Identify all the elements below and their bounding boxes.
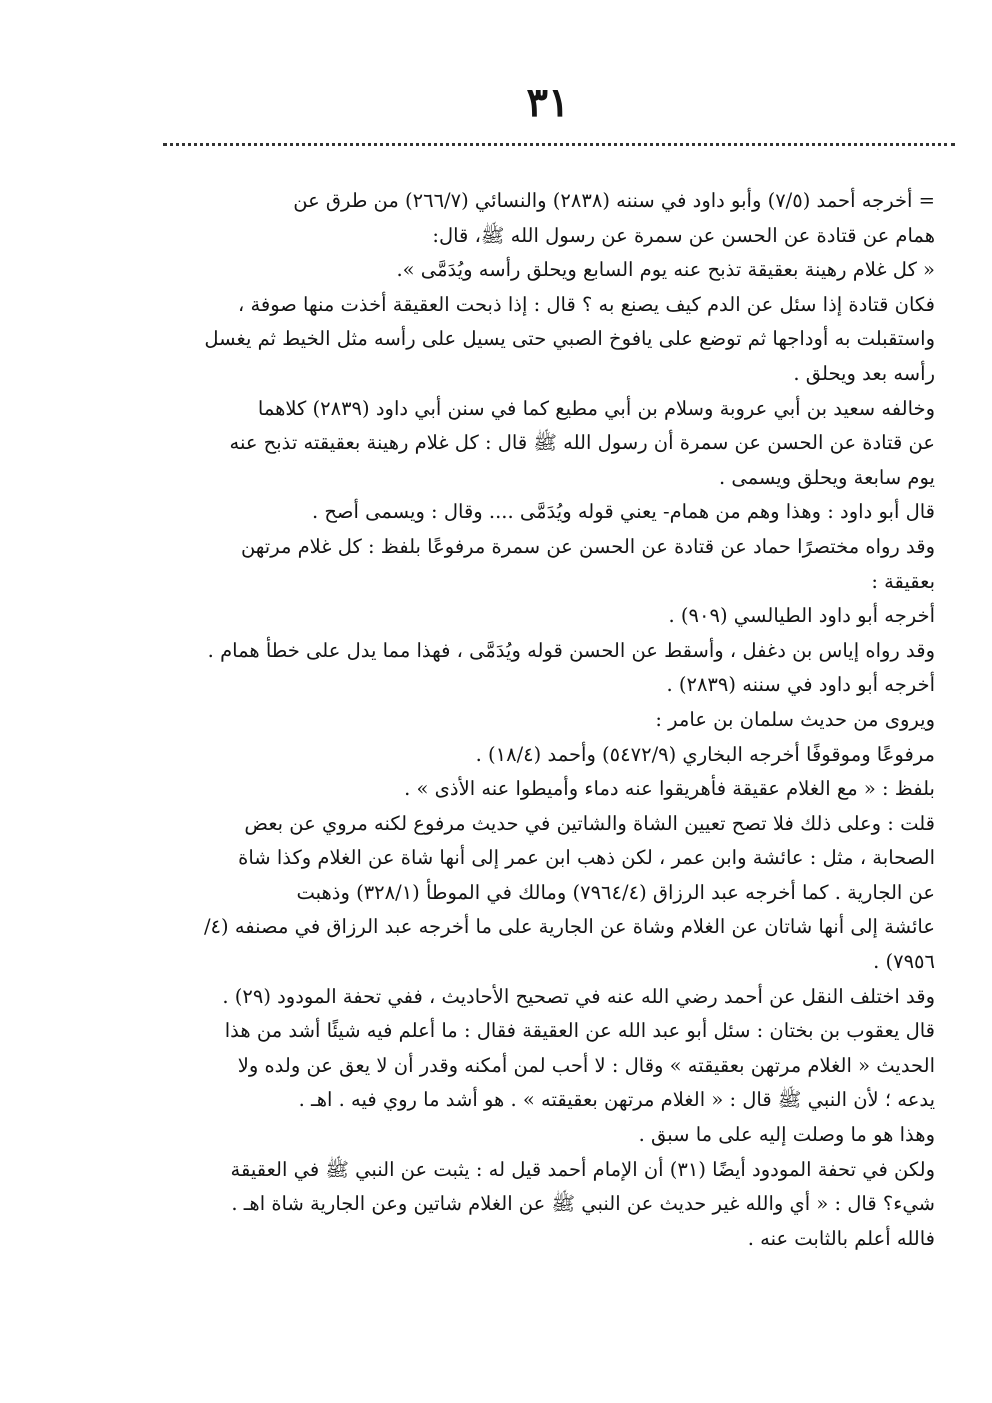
text-line: بلفظ : « مع الغلام عقيقة فأهريقوا عنه دماء وأميطوا عنه الأذى » .	[404, 777, 935, 801]
text-line: أخرجه أبو داود الطيالسي (٩٠٩) .	[668, 604, 935, 628]
page-number: ٣١	[526, 79, 570, 126]
text-line: وقد اختلف النقل عن أحمد رضي الله عنه في تصحيح الأحاديث ، ففي تحفة المودود (٢٩) .	[222, 984, 935, 1008]
text-line: = أخرجه أحمد (٧/٥) وأبو داود في سننه (٢٨٣٨) والنسائي (٢٦٦/٧) من طرق عن	[293, 189, 935, 212]
text-line: فكان قتادة إذا سئل عن الدم كيف يصنع به ؟ قال : إذا ذبحت العقيقة أخذت منها صوفة ،	[237, 292, 935, 316]
header-divider	[163, 143, 955, 146]
text-line: أخرجه أبو داود في سننه (٢٨٣٩) .	[666, 673, 935, 697]
text-line: عائشة إلى أنها شاتان عن الغلام وشاة عن الجارية على ما أخرجه عبد الرزاق في مصنفه (٤/	[203, 915, 935, 939]
text-line: وقد رواه مختصرًا حماد عن قتادة عن الحسن عن سمرة مرفوعًا بلفظ : كل غلام مرتهن	[240, 534, 935, 558]
text-line: الصحابة ، مثل : عائشة وابن عمر ، لكن ذهب ابن عمر إلى أنها شاة عن الغلام وكذا شاة	[238, 846, 935, 870]
text-line: وخالفه سعيد بن أبي عروبة وسلام بن أبي مطيع كما في سنن أبي داود (٢٨٣٩) كلاهما	[257, 396, 935, 420]
text-line: عن الجارية . كما أخرجه عبد الرزاق (٧٩٦٤/٤) ومالك في الموطأ (٣٢٨/١) وذهبت	[296, 880, 935, 904]
text-line: قلت : وعلى ذلك فلا تصح تعيين الشاة والشاتين في حديث مرفوع لكنه مروي عن بعض	[244, 811, 935, 835]
text-line: عن قتادة عن الحسن عن سمرة أن رسول الله ﷺ قال : كل غلام رهينة بعقيقته تذبح عنه	[229, 431, 935, 455]
text-line: فالله أعلم بالثابت عنه .	[747, 1226, 935, 1250]
text-line: « كل غلام رهينة بعقيقة تذبح عنه يوم السابع ويحلق رأسه ويُدَمَّى ».	[396, 258, 935, 282]
text-line: يدعه ؛ لأن النبي ﷺ قال : « الغلام مرتهن بعقيقته » . هو أشد ما روي فيه . اهـ .	[298, 1088, 935, 1112]
text-line: واستقبلت به أوداجها ثم توضع على يافوخ الصبي حتى يسيل على رأسه مثل الخيط ثم يغسل	[204, 327, 935, 351]
text-line: شيء؟ قال : « أي والله غير حديث عن النبي ﷺ عن الغلام شاتين وعن الجارية شاة اهـ .	[231, 1192, 935, 1216]
text-line: همام عن قتادة عن الحسن عن سمرة عن رسول الله ﷺ، قال:	[432, 223, 935, 247]
text-line: ويروى من حديث سلمان بن عامر :	[655, 707, 935, 731]
text-line: بعقيقة :	[871, 569, 935, 593]
text-line: مرفوعًا وموقوفًا أخرجه البخاري (٥٤٧٢/٩) وأحمد (١٨/٤) .	[475, 742, 935, 766]
text-line: وهذا هو ما وصلت إليه على ما سبق .	[638, 1123, 935, 1147]
text-line: يوم سابعة ويحلق ويسمى .	[718, 465, 935, 489]
text-line: رأسه بعد ويحلق .	[793, 361, 935, 385]
text-line: ٧٩٥٦) .	[873, 950, 935, 974]
text-line: الحديث « الغلام مرتهن بعقيقته » وقال : لا أحب لمن أمكنه وقدر أن لا يعق عن ولده ولا	[237, 1053, 935, 1077]
text-line: قال أبو داود : وهذا وهم من همام- يعني قوله ويُدَمَّى .... وقال : ويسمى أصح .	[311, 500, 935, 524]
text-line: قال يعقوب بن بختان : سئل أبو عبد الله عن العقيقة فقال : ما أعلم فيه شيئًا أشد من هذا	[224, 1019, 935, 1043]
footnote-body	[160, 184, 935, 1256]
text-line: ولكن في تحفة المودود أيضًا (٣١) أن الإمام أحمد قيل له : يثبت عن النبي ﷺ في العقيقة	[230, 1157, 935, 1181]
text-line: وقد رواه إياس بن دغفل ، وأسقط عن الحسن قوله ويُدَمَّى ، فهذا مما يدل على خطأ همام .	[207, 638, 935, 662]
